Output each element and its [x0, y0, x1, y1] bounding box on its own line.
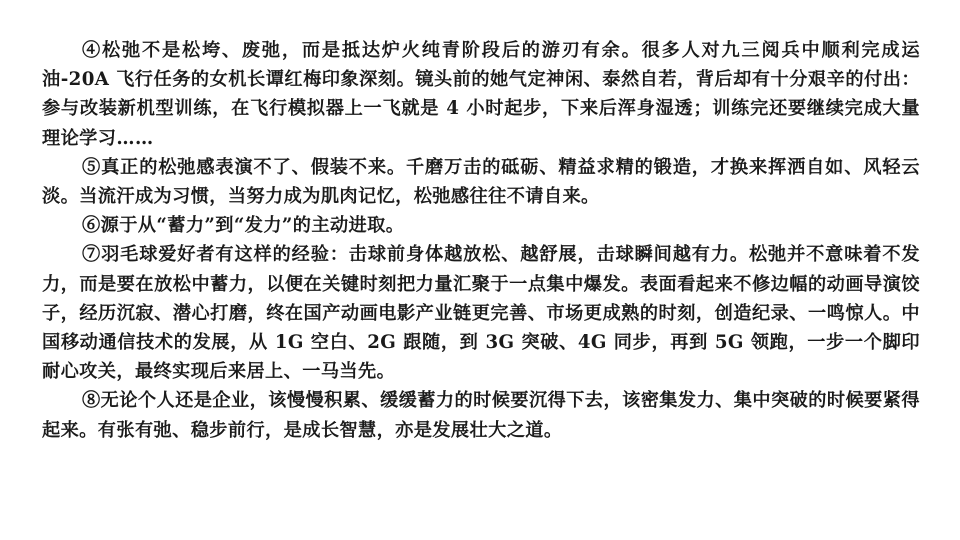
paragraph-8: ⑧无论个人还是企业，该慢慢积累、缓缓蓄力的时候要沉得下去，该密集发力、集中突破的时候要紧得起来。有张有弛、稳步前行，是成长智慧，亦是发展壮大之道。 — [42, 390, 920, 441]
paragraph-6: ⑥源于从“蓄力”到“发力”的主动进取。 — [82, 215, 405, 237]
paragraph-7: ⑦羽毛球爱好者有这样的经验：击球前身体越放松、越舒展，击球瞬间越有力。松弛并不意味着不发力，而是要在放松中蓄力，以便在关键时刻把力量汇聚于一点集中爆发。表面看起来不修边幅的动画导演饺子，经历沉寂、潜心打磨，终在国产动画电影产业链更完善、市场更成熟的时刻，创造纪录、一鸣惊人。中国移动通信技术的发展，从 1G 空白、2G 跟随，到 3G 突破、4G 同步，再到 5G 领跑，一步一个脚印耐心攻关，最终实现后来居上、一马当先。 — [42, 244, 920, 383]
document-body — [42, 36, 920, 445]
paragraph-5: ⑤真正的松弛感表演不了、假装不来。千磨万击的砥砺、精益求精的锻造，才换来挥洒自如、风轻云淡。当流汗成为习惯，当努力成为肌肉记忆，松弛感往往不请自来。 — [42, 156, 920, 208]
paragraph-4: ④松弛不是松垮、废弛，而是抵达炉火纯青阶段后的游刃有余。很多人对九三阅兵中顺利完成运油-20A 飞行任务的女机长谭红梅印象深刻。镜头前的她气定神闲、泰然自若，背后却有十分艰辛的付出：参与改装新机型训练，在飞行模拟器上一飞就是 4 小时起步，下来后浑身湿透；训练完还要继续完成大量理论学习…… — [42, 40, 920, 149]
